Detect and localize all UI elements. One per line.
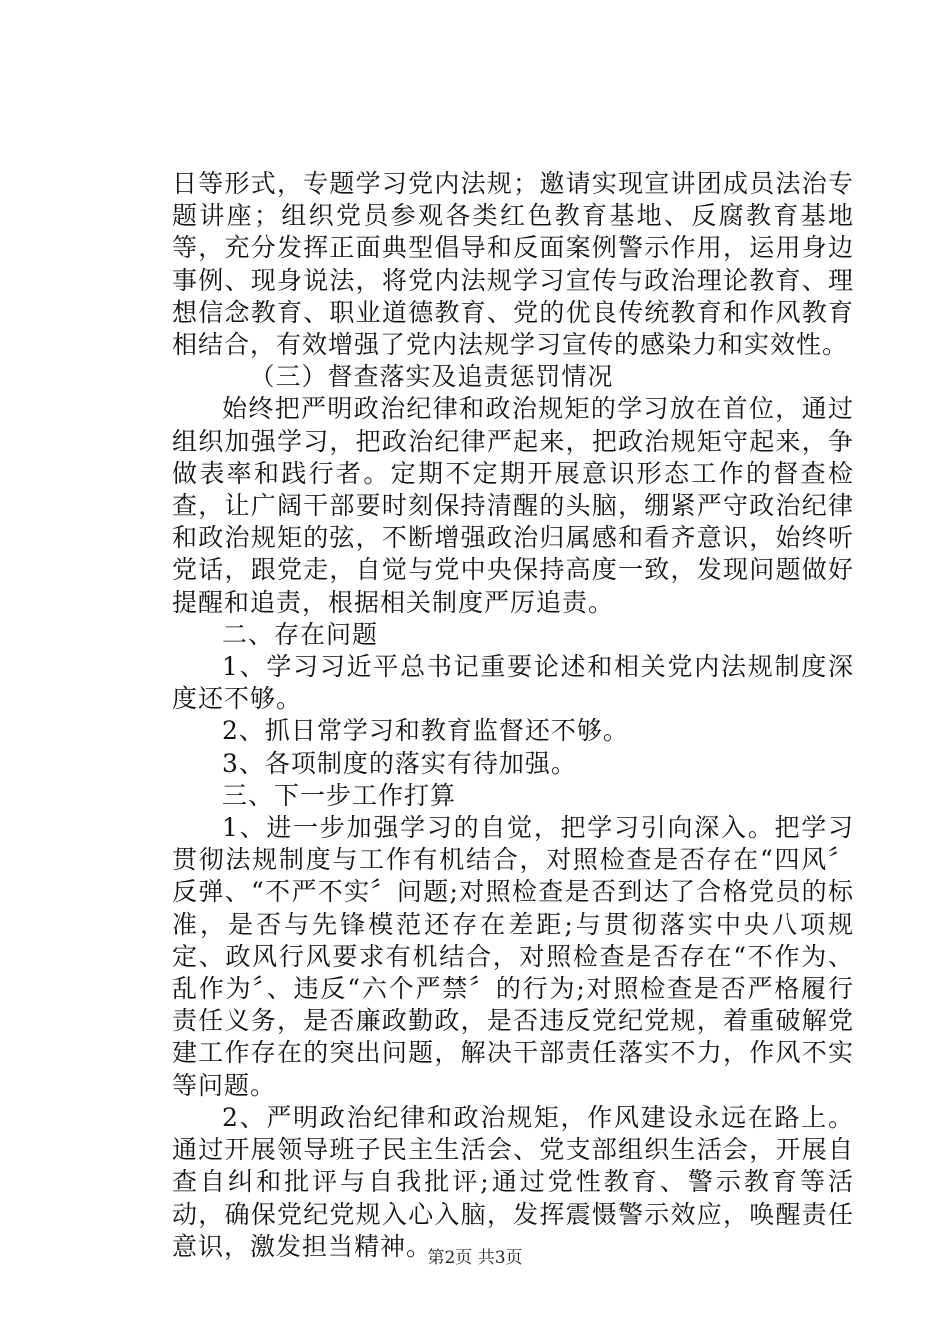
paragraph-continued: 日等形式，专题学习党内法规；邀请实现宣讲团成员法治专题讲座；组织党员参观各类红色教育基地、反腐教育基地等，充分发挥正面典型倡导和反面案例警示作用，运用身边事例、现身说法，将党内法规学习宣传与政治理论教育、理想信念教育、职业道德教育、党的优良传统教育和作风教育相结合，有效增强了党内法规学习宣传的感染力和实效性。 xyxy=(172,169,854,360)
problem-item-3: 3、各项制度的落实有待加强。 xyxy=(222,748,577,778)
document-body xyxy=(172,168,854,1263)
problem-item-2: 2、抓日常学习和教育监督还不够。 xyxy=(222,716,629,746)
next-step-item-1: 1、进一步加强学习的自觉，把学习引向深入。把学习贯彻法规制度与工作有机结合，对照检查是否存在“四风〞反弹、“不严不实〞问题;对照检查是否到达了合格党员的标准，是否与先锋模范还存在差距;与贯彻落实中央八项规定、政风行风要求有机结合，对照检查是否存在“不作为、乱作为〞、违反“六个严禁〞的行为;对照检查是否严格履行责任义务，是否廉政勤政，是否违反党纪党规，着重破解党建工作存在的突出问题，解决干部责任落实不力，作风不实等问题。 xyxy=(172,813,854,1100)
paragraph-supervision: 始终把严明政治纪律和政治规矩的学习放在首位，通过组织加强学习，把政治纪律严起来，把政治规矩守起来，争做表率和践行者。定期不定期开展意识形态工作的督查检查，让广阔干部要时刻保持清醒的头脑，绷紧严守政治纪律和政治规矩的弦，不断增强政治归属感和看齐意识，始终听党话，跟党走，自觉与党中央保持高度一致，发现问题做好提醒和追责，根据相关制度严厉追责。 xyxy=(172,394,854,617)
section-heading-problems: 二、存在问题 xyxy=(222,619,379,649)
problem-item-1: 1、学习习近平总书记重要论述和相关党内法规制度深度还不够。 xyxy=(172,652,854,714)
section-heading-supervision: （三）督查落实及追责惩罚情况 xyxy=(249,362,614,392)
section-heading-next-steps: 三、下一步工作打算 xyxy=(222,780,457,810)
next-step-item-2: 2、严明政治纪律和政治规矩，作风建设永远在路上。通过开展领导班子民主生活会、党支部组织生活会，开展自查自纠和批评与自我批评;通过党性教育、警示教育等活动，确保党纪党规入心入脑，发挥震慑警示效应，唤醒责任意识，激发担当精神。 xyxy=(172,1102,854,1261)
page-number-footer: 第2页 共3页 xyxy=(427,1248,523,1268)
